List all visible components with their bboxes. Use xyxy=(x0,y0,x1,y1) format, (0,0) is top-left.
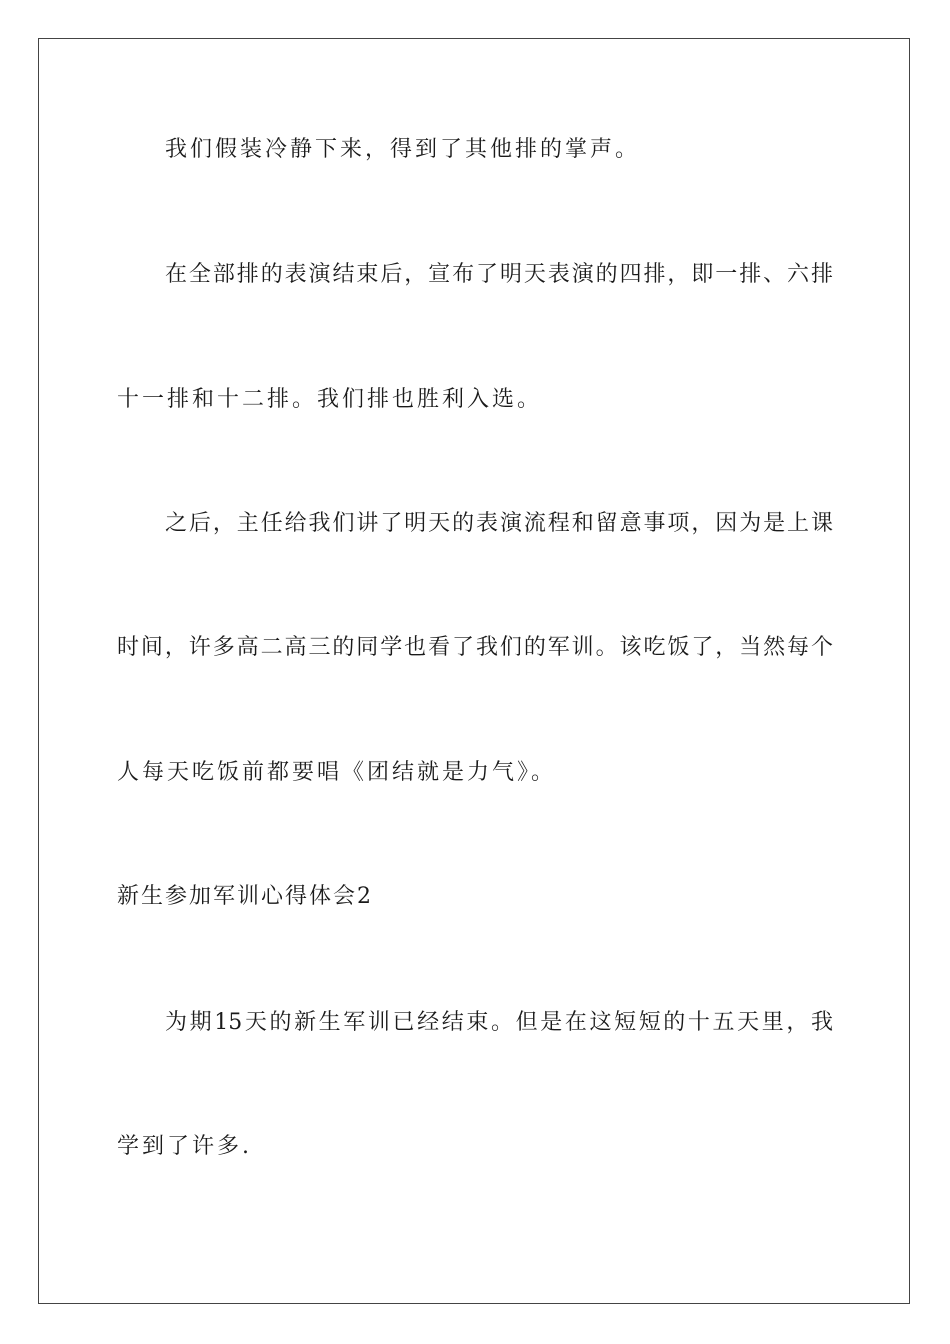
paragraph-line: 十一排和十二排。我们排也胜利入选。 xyxy=(117,387,543,412)
paragraph-line: 为期15天的新生军训已经结束。但是在这短短的十五天里，我 xyxy=(165,1010,833,1035)
paragraph-line: 人每天吃饭前都要唱《团结就是力气》。 xyxy=(117,760,557,785)
paragraph-line: 我们假装冷静下来，得到了其他排的掌声。 xyxy=(165,137,641,162)
section-heading: 新生参加军训心得体会2 xyxy=(117,884,373,909)
paragraph-line: 在全部排的表演结束后，宣布了明天表演的四排，即一排、六排 xyxy=(165,262,833,287)
paragraph-line: 学到了许多. xyxy=(117,1134,252,1159)
paragraph-line: 时间，许多高二高三的同学也看了我们的军训。该吃饭了，当然每个 xyxy=(117,635,833,660)
page-border xyxy=(38,38,910,1304)
paragraph-line: 之后，主任给我们讲了明天的表演流程和留意事项，因为是上课 xyxy=(165,511,833,536)
